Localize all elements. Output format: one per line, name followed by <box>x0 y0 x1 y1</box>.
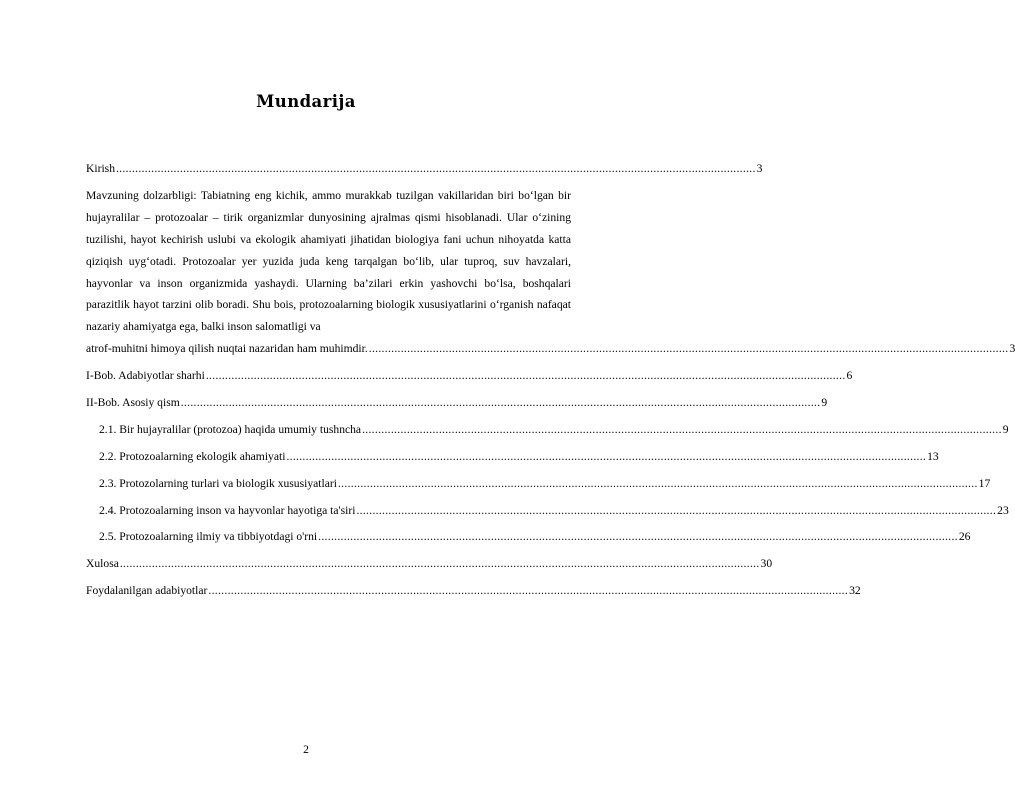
toc-leader-dots: ........................................................................................................................................................................................................ <box>318 530 958 544</box>
toc-entry-xulosa[interactable] <box>86 553 773 575</box>
toc-entry-page: 3 <box>1009 342 1015 356</box>
toc-leader-dots: ........................................................................................................................................................................................................ <box>337 476 978 490</box>
toc-leader-dots: ........................................................................................................................................................................................................ <box>205 369 846 383</box>
toc-entry-label: Xulosa <box>86 557 119 571</box>
toc-entry-label: I-Bob. Adabiyotlar sharhi <box>86 369 205 383</box>
toc-entry-page: 9 <box>1002 422 1009 436</box>
toc-entry-label: Kirish <box>86 162 115 175</box>
toc-leader-dots: ........................................................................................................................................................................................................ <box>362 422 1002 436</box>
toc-entry-2-4[interactable] <box>86 500 1009 522</box>
toc-entry-page: 32 <box>849 584 861 598</box>
toc-leader-dots: ........................................................................................................................................................................................................ <box>356 503 997 517</box>
toc-leader-dots: ........................................................................................................................................................................................................ <box>368 342 1009 356</box>
toc-entry-2-5[interactable] <box>86 526 971 548</box>
toc-leader-dots: ........................................................................................................................................................................................................ <box>180 396 821 410</box>
toc-entry-tail: atrof-muhitni himoya qilish nuqtai nazaridan ham muhimdir. <box>86 342 368 356</box>
toc-leader-dots: ........................................................................................................................................................................................................ <box>208 584 849 598</box>
toc-entry-page: 26 <box>958 530 971 544</box>
toc-entry-label: 2.4. Protozoalarning inson va hayvonlar hayotiga ta'siri <box>99 503 356 517</box>
toc-entry-adabiyotlar-sharhi[interactable] <box>86 365 853 387</box>
toc-entry-label: Mavzuning dolzarbligi: Tabiatning eng kichik, ammo murakkab tuzilgan vakillaridan biri bo‘lgan bir hujayralilar – protozoalar – tirik organizmlar dunyosining ajralmas qismi hisoblanadi. Ular o‘zining tuzilishi, hayot kechirish uslubi va ekologik ahamiyati jihatidan biologiya fani uchun nihoyatda katta qiziqish uyg‘otadi. Protozoalar yer yuzida juda keng tarqalgan bo‘lib, ular tuproq, suv havzalari, hayvonlar va inson organizmida yashaydi. Ularning ba’zilari erkin yashovchi bo‘lsa, boshqalari parazitlik hayot tarzini olib boradi. Shu bois, protozoalarning biologik xususiyatlarini o‘rganish nafaqat nazariy ahamiyatga ega, balki inson salomatligi va <box>86 188 571 334</box>
toc-entry-foydalanilgan-adabiyotlar[interactable] <box>86 580 861 602</box>
toc-entry-label: 2.1. Bir hujayralilar (protozoa) haqida umumiy tushncha <box>99 422 362 436</box>
toc-entry-tail-line <box>86 338 1015 360</box>
toc-entry-label: Foydalanilgan adabiyotlar <box>86 584 208 598</box>
toc-entry-page: 30 <box>760 557 773 571</box>
toc-leader-dots: ........................................................................................................................................................................................................ <box>286 449 927 463</box>
toc-entry-label: 2.2. Protozoalarning ekologik ahamiyati <box>99 449 286 463</box>
toc-entry-page: 3 <box>756 162 763 175</box>
page-number: 2 <box>303 743 309 756</box>
toc-entry-2-1[interactable] <box>86 419 1009 441</box>
toc-leader-dots: ........................................................................................................................................................................................................ <box>119 557 760 571</box>
toc-entry-dolzarblik[interactable] <box>86 185 1015 360</box>
toc-entry-page: 13 <box>927 449 939 463</box>
toc-entry-label: 2.3. Protozolarning turlari va biologik xususiyatlari <box>99 476 337 490</box>
toc-entry-asosiy-qism[interactable] <box>86 392 828 414</box>
table-of-contents <box>86 158 1015 602</box>
toc-entry-2-3[interactable] <box>86 473 991 495</box>
toc-entry-page: 17 <box>978 476 991 490</box>
page-title: Mundarija <box>256 92 356 111</box>
toc-entry-label: II-Bob. Asosiy qism <box>86 396 180 410</box>
toc-entry-page: 6 <box>846 369 853 383</box>
toc-entry-page: 23 <box>997 503 1009 517</box>
toc-entry-2-2[interactable] <box>86 446 939 468</box>
toc-entry-label: 2.5. Protozoalarning ilmiy va tibbiyotdagi o'rni <box>99 530 318 544</box>
toc-entry-kirish[interactable] <box>86 158 763 180</box>
toc-entry-page: 9 <box>821 396 828 410</box>
toc-leader-dots: ........................................................................................................................................................................................................ <box>115 162 756 175</box>
